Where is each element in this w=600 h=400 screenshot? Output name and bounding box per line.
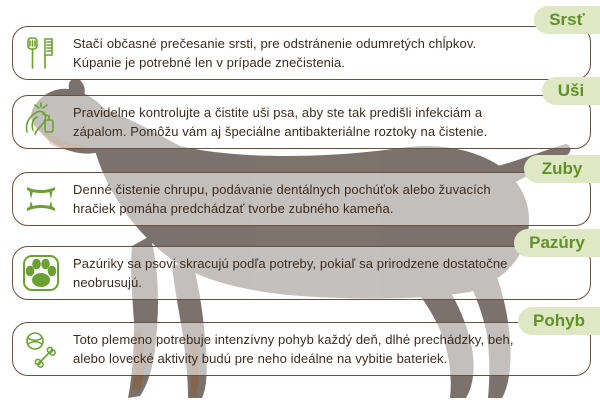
section-title-exercise: Pohyb xyxy=(518,307,600,335)
section-text-line: hračiek pomáha predchádzať tvorbe zubného kameňa. xyxy=(73,201,394,216)
section-text-line: Stačí občasné prečesanie srsti, pre odstránenie odumretých chĺpkov. xyxy=(73,36,477,51)
section-text-line: Pazúriky sa psovi skracujú podľa potreby, pokiaľ sa prirodzene dostatočne xyxy=(73,256,508,271)
section-text-line: Denné čistenie chrupu, podávanie dentálnych pochúťok alebo žuvacích xyxy=(73,182,491,197)
brush-comb-icon xyxy=(21,33,61,73)
section-text-line: zápalom. Pomôžu vám aj špeciálne antibakteriálne roztoky na čistenie. xyxy=(73,124,488,139)
section-title-claws: Pazúry xyxy=(514,229,600,257)
teeth-icon xyxy=(21,179,61,219)
section-card-claws xyxy=(12,246,591,300)
ear-spray-icon xyxy=(21,102,61,142)
ball-bone-icon xyxy=(21,329,61,369)
section-text-line: Kúpanie je potrebné len v prípade znečistenia. xyxy=(73,55,346,70)
section-card-ears xyxy=(12,95,591,149)
section-title-coat: Srsť xyxy=(534,6,600,34)
section-title-ears: Uši xyxy=(542,77,600,105)
section-text-line: alebo lovecké aktivity budú pre neho ideálne na vybitie bateriek. xyxy=(73,351,448,366)
section-text-line: Toto plemeno potrebuje intenzívny pohyb každý deň, dlhé prechádzky, beh, xyxy=(73,332,514,347)
section-text-line: neobrusujú. xyxy=(73,275,143,290)
section-card-teeth xyxy=(12,172,591,226)
section-card-coat xyxy=(12,26,591,80)
section-title-teeth: Zuby xyxy=(524,155,600,183)
section-card-exercise xyxy=(12,322,591,376)
section-text-line: Pravidelne kontrolujte a čistite uši psa, aby ste tak predišli infekciám a xyxy=(73,105,483,120)
paw-icon xyxy=(21,253,61,293)
